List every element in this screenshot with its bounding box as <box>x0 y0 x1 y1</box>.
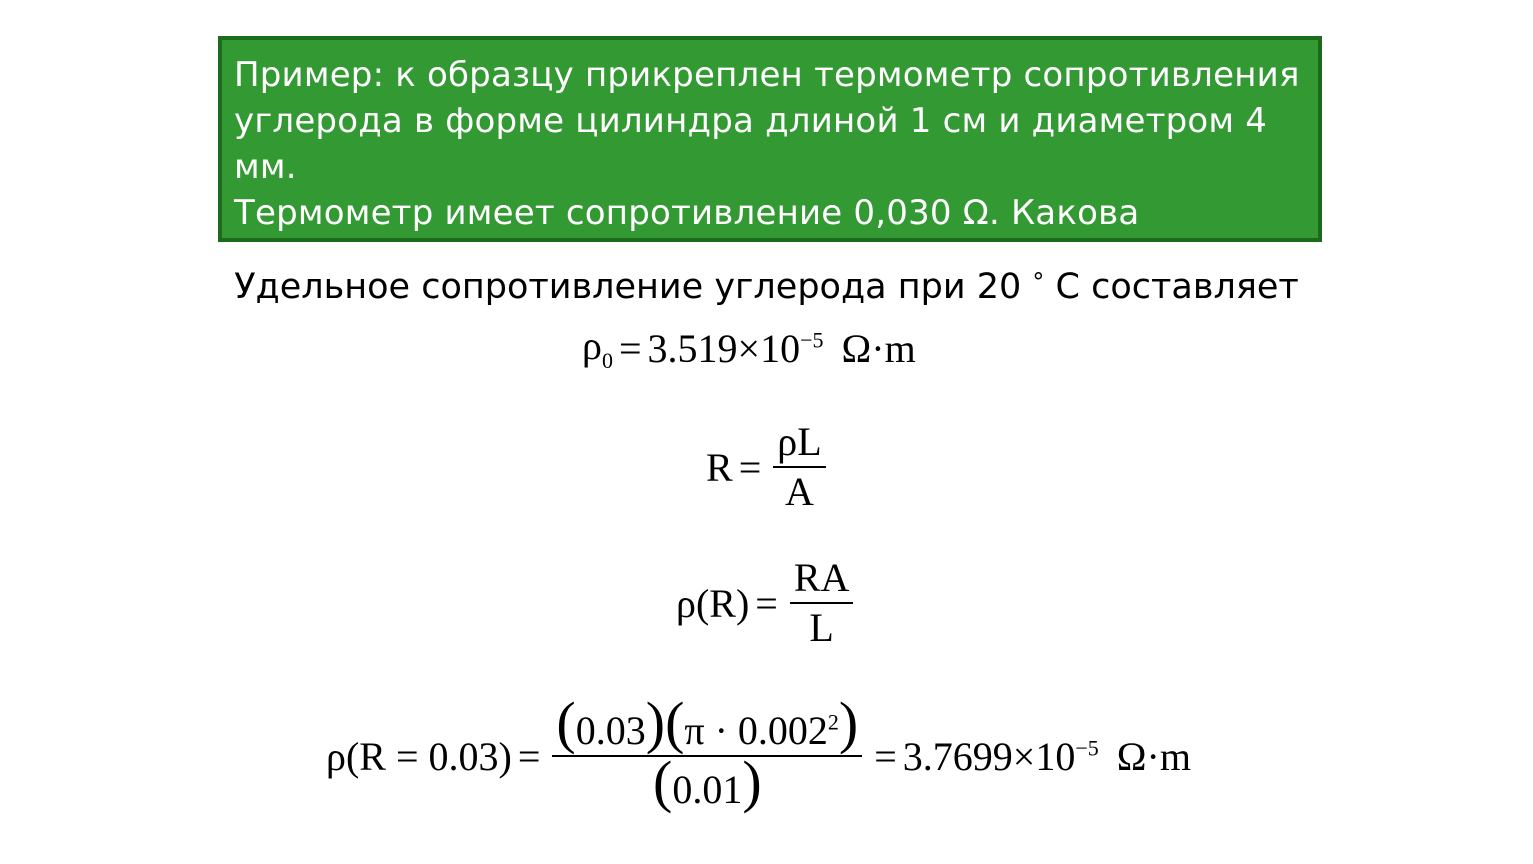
eq4-fraction <box>552 690 862 814</box>
eq3-equals: = <box>755 580 778 626</box>
eq2-equals: = <box>738 444 762 490</box>
eq4-result: $3.7699\times 10^{-5}$ <box>902 733 1099 779</box>
eq3-denominator: L <box>809 605 834 650</box>
problem-line-1: Пример: к образцу прикреплен термометр сопротивления <box>234 55 1300 95</box>
eq2-lhs: R <box>706 444 733 490</box>
resistivity-statement <box>0 262 1533 315</box>
eq3-numerator: RA <box>793 555 850 600</box>
statement-text-end: C составляет <box>1055 267 1299 307</box>
eq2-denominator: A <box>785 469 814 514</box>
eq2-fraction <box>773 420 825 514</box>
equation-evaluation <box>326 690 1191 814</box>
eq1-value: $3.519\times 10^{-5}$ <box>647 325 824 371</box>
equation-rho-of-r <box>676 556 859 650</box>
eq3-fraction <box>790 556 854 650</box>
eq1-equals: = <box>618 325 642 371</box>
problem-line-4: температура образца? <box>234 239 648 279</box>
problem-line-2: углерода в форме цилиндра длиной 1 см и диаметром 4 мм. <box>234 101 1268 187</box>
equation-resistance <box>706 420 832 514</box>
eq3-lhs: ρ(R) <box>676 580 750 626</box>
eq4-numerator: $(0.03)(\pi \cdot 0.002^2)$ <box>556 690 859 755</box>
eq4-unit: Ω·m <box>1116 733 1191 779</box>
eq2-numerator: ρL <box>777 419 822 464</box>
eq1-lhs: $\rho_0$ <box>582 323 613 373</box>
statement-text-start: Удельное сопротивление углерода при 20 <box>234 267 1022 307</box>
eq4-denominator: (0.01) <box>652 749 762 814</box>
problem-line-3: Термометр имеет сопротивление 0,030 Ω. Какова <box>234 193 1140 233</box>
degree-symbol: ° <box>1032 268 1045 296</box>
eq4-equals-result: = <box>874 733 897 779</box>
problem-box <box>218 36 1322 279</box>
equation-rho0 <box>582 322 916 374</box>
eq4-equals: = <box>517 733 541 779</box>
eq4-lhs: ρ(R = 0.03) <box>326 733 512 779</box>
eq1-unit: Ω·m <box>841 325 916 371</box>
